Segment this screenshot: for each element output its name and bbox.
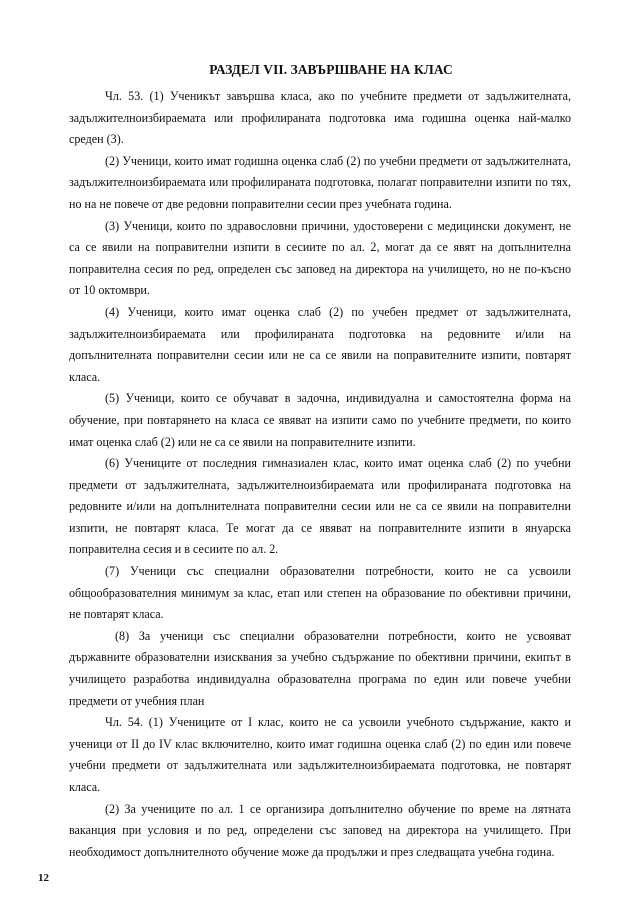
section-heading: РАЗДЕЛ VII. ЗАВЪРШВАНЕ НА КЛАС <box>209 62 453 77</box>
paragraph-art53-2: (2) Ученици, които имат годишна оценка слаб (2) по учебни предмети от задължителната, задължителноизбираемата или профилираната подготовка, полагат поправителни изпити по тях, но на не повече от две редовни поправителни сесии през учебната година. <box>69 153 571 211</box>
paragraph-art54-2: (2) За учениците по ал. 1 се организира допълнително обучение по време на лятната ваканция при условия и по ред, определени със заповед на директора на училището. При необходимост допълнителното обучение може да продължи и през следващата учебна година. <box>69 801 571 859</box>
page-number: 12 <box>38 872 49 884</box>
document-body <box>69 86 571 863</box>
paragraph-art53-4: (4) Ученици, които имат оценка слаб (2) по учебен предмет от задължителната, задължителноизбираемата или профилираната подготовка на редовните и/или на допълнителната поправителни сесии или не са се явили на поправителните изпити, повтарят класа. <box>69 304 571 384</box>
paragraph-art53-3: (3) Ученици, които по здравословни причини, удостоверени с медицински документ, не са се явили на поправителни изпити в сесиите по ал. 2, могат да се явят на допълнителна поправителна сесия по ред, определен със заповед на директора на училището, но не по-късно от 10 октомври. <box>69 218 571 298</box>
paragraph-art53-8: (8) За ученици със специални образователни потребности, които не усвояват държавните образователни изисквания за учебно съдържание по обективни причини, екипът в училището разработва индивидуална образователна програма по един или повече учебни предмети от учебния план <box>69 628 571 708</box>
paragraph-art53-5: (5) Ученици, които се обучават в задочна, индивидуална и самостоятелна форма на обучение, при повтарянето на класа се явяват на изпити само по учебните предмети, по които имат оценка слаб (2) или не са се явили на поправителните изпити. <box>69 391 571 449</box>
paragraph-art53-1: Чл. 53. (1) Ученикът завършва класа, ако по учебните предмети от задължителната, задължителноизбираемата или профилираната подготовка има годишна оценка най-малко среден (3). <box>69 89 571 147</box>
paragraph-art53-6: (6) Учениците от последния гимназиален клас, които имат оценка слаб (2) по учебни предмети от задължителната, задължителноизбираемата или профилираната подготовка на редовните и/или на допълнителната поправителни сесии или не са се явили на поправителни изпити, не повтарят класа. Те могат да се явяват на поправителните изпити в януарска поправителна сесия и в сесиите по ал. 2. <box>69 456 571 557</box>
paragraph-art54-1: Чл. 54. (1) Учениците от I клас, които не са усвоили учебното съдържание, както и ученици от II до IV клас включително, които имат годишна оценка слаб (2) по един или повече учебни предмети от задължителната или задължителноизбираемата подготовка, не повтарят класа. <box>69 715 571 794</box>
paragraph-art53-7: (7) Ученици със специални образователни потребности, които не са усвоили общообразователния минимум за клас, етап или степен на образование по обективни причини, не повтарят класа. <box>69 564 571 622</box>
